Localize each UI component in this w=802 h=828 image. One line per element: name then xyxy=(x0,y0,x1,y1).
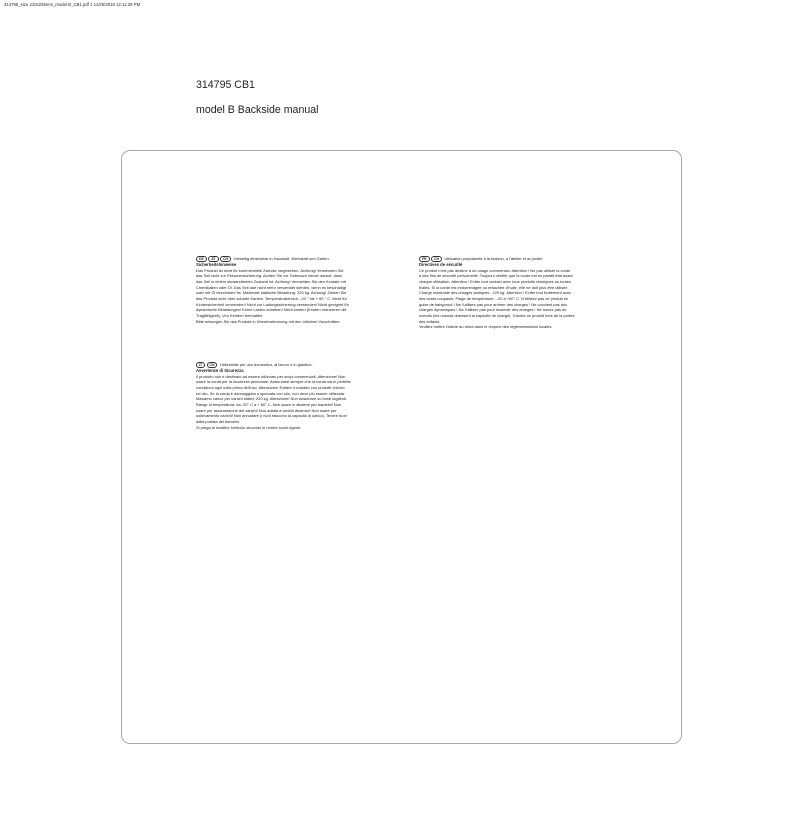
body-line: noeuds (les noeuds réduisent la capacité de charge). Gardez ce produit hors de la portée xyxy=(419,312,575,318)
section-french xyxy=(419,256,609,330)
body-line: ed olio. Se la corda è danneggiata o sporcata con olio, non deve più essere utilizzata. xyxy=(196,390,346,396)
safety-heading: Sicherheitshinweise xyxy=(196,262,237,267)
body-line: des bords coupants. Plage de température : -20 à +60° C. N'utilisez pas ce produit en xyxy=(419,295,569,301)
section-italian xyxy=(196,362,376,430)
body-line: huiles. Si la corde est endommagée ou entachée d'huile, elle ne doit plus être utilisée. xyxy=(419,284,569,290)
body-line: Chemikalien oder Öl. Das Seil darf nicht mehr verwendet werden, wenn es beschädigt xyxy=(196,284,347,290)
usage-note: Vielseitig einsetzbar in Haushalt, Werkstatt und Garten. xyxy=(233,256,330,262)
country-badge-it: IT xyxy=(196,362,205,368)
body-line: dynamische Belastungen! Keine Lasten anheben! Nicht knoten (Knoten reduzieren die xyxy=(196,307,347,313)
body-line: des enfants. xyxy=(419,318,441,324)
document-code: 314795 CB1 xyxy=(196,79,255,91)
body-line: Massimo carico per carichi statici: 220 kg. Attenzione! Non trascinare su bordi taglienti. xyxy=(196,396,348,402)
country-badge-ch: CH xyxy=(207,362,218,368)
body-line: das Produkt nicht über scharfe Kanten. Temperaturbereich: -20 ° bis + 60 ° C. Nicht für xyxy=(196,295,347,301)
body-line: Range di temperatura: da -20° C a + 60° C. Non usare in altalene per bambini! Non xyxy=(196,401,342,407)
body-line: Il prodotto non è destinato ad essere utilizzato per scopi commerciali. Attenzione! Non xyxy=(196,373,346,379)
body-line: das Seil nicht zur Personensicherung. Achten Sie vor Gebrauch immer darauf, dass xyxy=(196,273,342,279)
body-line: Ce produit n'est pas destiné à un usage commercial. Attention ! Ne pas utiliser la corde xyxy=(419,267,571,273)
body-line: Tragfähigkeit). Von Kindern fernhalten. xyxy=(196,312,264,318)
body-line: Kindersicherheit verwenden! Nicht zur Ladungssicherung verwenden! Nicht geeignet für xyxy=(196,301,349,307)
disposal-note: Veuillez mettre l'article au rebut dans le respect des réglementations locales. xyxy=(419,324,553,330)
body-line: usare la corda per la sicurezza personale. Assicurarsi sempre che la corda sia in perfette xyxy=(196,379,351,385)
body-line: sollevamento carichi! Non annodare (i nodi riducono la capacità di carico). Tenere fuori xyxy=(196,413,347,419)
country-badge-at: AT xyxy=(208,256,218,262)
safety-heading: Avvertenze di Sicurezza xyxy=(196,368,244,373)
document-title: model B Backside manual xyxy=(196,104,319,116)
safety-heading: Directives de sécurité xyxy=(419,262,463,267)
body-line: chaque utilisation. Attention ! Eviter tout contact avec tous produits chimiques ou toutes xyxy=(419,278,571,284)
body-line: das Seil in einem einwandfreiem Zustand ist. Achtung! Vermeiden Sie den Kontakt mit xyxy=(196,278,346,284)
body-line: guise de babyproof ! Ne l'utilisez pas pour arrimer des charges ! Ne convient pas aux xyxy=(419,301,568,307)
body-line: condizioni ogni volta prima dell'uso. Attenzione! Evitare il contatto con prodotti chimici xyxy=(196,384,345,390)
page-trim-border xyxy=(121,150,682,744)
disposal-note: Bitte entsorgen Sie das Produkt in Übereinstimmung mit den örtlichen Vorschriften. xyxy=(196,318,341,324)
body-line: à des fins de sécurité personnelle. Toujours vérifier que la corde est en parfait état avant xyxy=(419,273,573,279)
body-line: charges dynamiques ! Ne l'utilisez pas pour soulever des charges ! Ne nouez pas de xyxy=(419,307,567,313)
country-badge-de: DE xyxy=(196,256,207,262)
usage-note: Utilizzabile per uso domestico, al lavoro e in giardino. xyxy=(219,362,313,368)
body-line: Das Produkt ist nicht für kommerzielle Zwecke vorgesehen. Achtung! Verwenden Sie xyxy=(196,267,344,273)
body-line: dalla portata dei bambini. xyxy=(196,418,240,424)
body-line: Charge maximale des charges statiques : 220 kg. Attention ! Eviter tout frottement avec xyxy=(419,290,572,296)
body-line: oder mit Öl beschmiert ist. Maximale statische Belastung: 220 kg. Achtung! Ziehen Sie xyxy=(196,290,347,296)
disposal-note: Si prega di smaltire l'articolo secondo le norme locali vigenti. xyxy=(196,424,302,430)
country-badge-ch: CH xyxy=(431,256,442,262)
section-german xyxy=(196,256,376,324)
body-line: usare per assicurazione dei carichi! Non adatta a carichi dinamici! Non usare per xyxy=(196,407,337,413)
country-badge-fr: FR xyxy=(419,256,430,262)
usage-note: Utilisation polyvalente à la maison, à l'atelier et au jardin. xyxy=(444,256,544,262)
pdf-file-header: 314795_size 210x235mm_model B_CB1.pdf 1 11/26/2018 12:11:29 PM xyxy=(4,2,141,7)
country-badge-ch: CH xyxy=(220,256,231,262)
